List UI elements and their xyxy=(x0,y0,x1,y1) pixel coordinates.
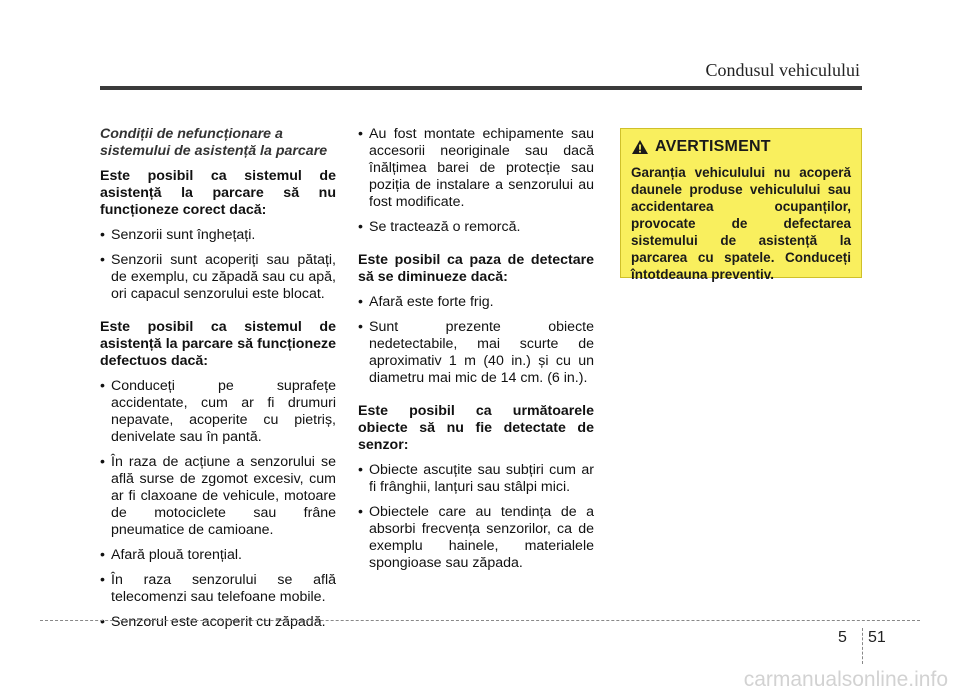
list-item: • Sunt prezente obiecte nedetectabile, mai scurte de aproximativ 1 m (40 in.) și cu un diametru mai mic de 14 cm. (6 in.). xyxy=(358,319,594,387)
middle-column xyxy=(358,126,594,572)
list-item: • Conduceți pe suprafețe accidentate, cum ar fi drumuri nepavate, acoperite cu pietriș, denivelate sau în pantă. xyxy=(100,378,336,446)
list-item: • În raza senzorului se află telecomenzi sau telefoane mobile. xyxy=(100,572,336,606)
list-item: • Obiecte ascuțite sau subțiri cum ar fi frânghii, lanțuri sau stâlpi mici. xyxy=(358,462,594,496)
warning-title: AVERTISMENT xyxy=(655,138,771,155)
watermark: carmanualsonline.info xyxy=(743,668,948,691)
header-divider xyxy=(100,86,862,90)
correct-intro: Este posibil ca sistemul de asistență la parcare să nu funcționeze corect dacă: xyxy=(100,168,336,218)
section-title xyxy=(100,126,336,160)
list-item: • În raza de acțiune a senzorului se află surse de zgomot excesiv, cum ar fi claxoane de vehicule, motoare de motociclete sau frâne pneumatice de camioane. xyxy=(100,454,336,539)
objects-list xyxy=(358,462,594,572)
list-item: • Afară plouă torențial. xyxy=(100,547,336,564)
list-item: • Se tractează o remorcă. xyxy=(358,219,594,236)
header-title: Condusul vehiculului xyxy=(705,60,860,80)
page-number: 51 xyxy=(868,629,886,646)
warning-triangle-icon xyxy=(631,139,649,155)
defect-list xyxy=(100,378,336,631)
warning-header xyxy=(631,138,851,156)
list-item: • Afară este forte frig. xyxy=(358,294,594,311)
list-item: • Au fost montate echipamente sau accesorii neoriginale sau dacă înălțimea barei de protecție sau poziția de instalare a senzorului au fost modificate. xyxy=(358,126,594,211)
continued-list xyxy=(358,126,594,236)
list-item: • Senzorii sunt acoperiți sau pătați, de exemplu, cu zăpadă sau cu apă, ori capacul senzorului este blocat. xyxy=(100,252,336,303)
footer-separator xyxy=(862,628,863,664)
defect-intro: Este posibil ca sistemul de asistență la parcare să funcționeze defectuos dacă: xyxy=(100,319,336,369)
warning-box xyxy=(620,128,862,282)
footer-divider xyxy=(40,620,920,621)
range-list xyxy=(358,294,594,387)
section-title-line2: sistemului de asistență la parcare xyxy=(100,143,328,159)
section-title-line1: Condiții de nefuncționare a xyxy=(100,126,283,142)
list-item: • Obiectele care au tendința de a absorbi frecvența senzorilor, ca de exemplu hainele, materialele spongioase sau zăpada. xyxy=(358,504,594,572)
range-intro: Este posibil ca paza de detectare să se diminueze dacă: xyxy=(358,252,594,285)
chapter-number: 5 xyxy=(838,629,847,646)
left-column xyxy=(100,126,336,631)
correct-list xyxy=(100,227,336,303)
warning-body: Garanția vehiculului nu acoperă daunele produse vehiculului sau accidentarea ocupanților, provocate de defectarea sistemului de asistență la parcarea cu spatele. Conduceți întotdeauna preventiv. xyxy=(631,165,851,282)
objects-intro: Este posibil ca următoarele obiecte să nu fie detectate de senzor: xyxy=(358,403,594,453)
list-item: • Senzorul este acoperit cu zăpadă. xyxy=(100,614,336,631)
list-item: • Senzorii sunt înghețați. xyxy=(100,227,336,244)
